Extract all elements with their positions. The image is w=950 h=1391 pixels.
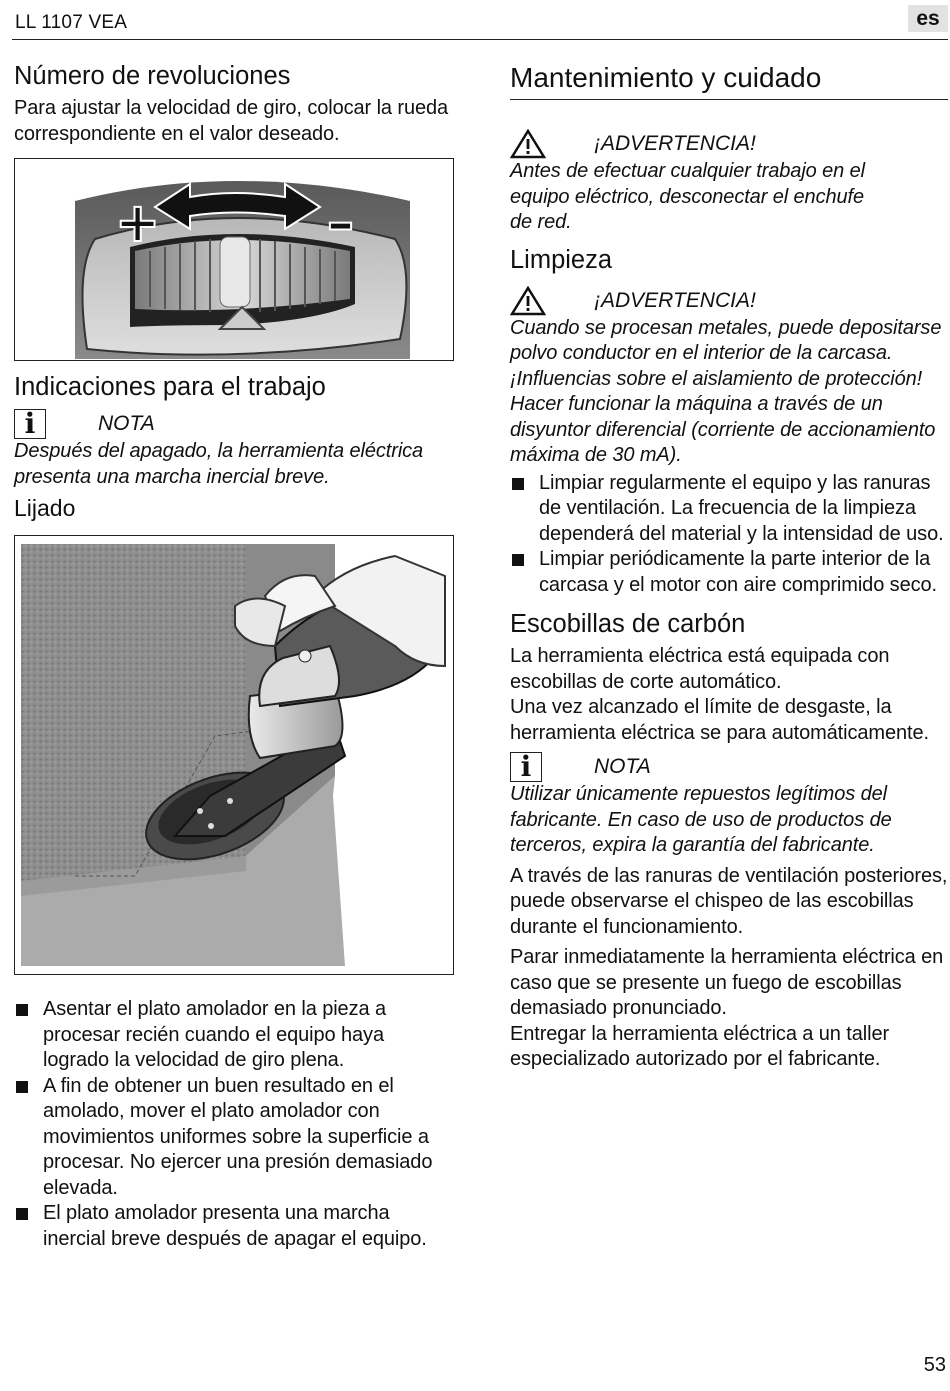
brushes-text-5: Entregar la herramienta eléctrica a un taller especializado autorizado por el fabricante. (510, 1022, 890, 1070)
brushes-text-4: Parar inmediatamente la herramienta eléctrica en caso que se presente un fuego de escobillas demasiado pronunciado. (510, 946, 944, 1019)
page-number: 53 (923, 1354, 946, 1376)
warning-2 (510, 286, 948, 316)
warning-icon (510, 286, 546, 316)
info-icon: i (510, 752, 542, 782)
note-label: NOTA (594, 755, 651, 778)
brushes-note (510, 752, 948, 782)
document-model-code: LL 1107 VEA (15, 12, 128, 33)
brushes-heading: Escobillas de carbón (510, 610, 746, 638)
work-heading: Indicaciones para el trabajo (14, 373, 326, 401)
left-column (14, 58, 454, 1252)
right-column (510, 58, 948, 1073)
cleaning-list (510, 471, 948, 599)
list-item: A fin de obtener un buen resultado en el amolado, mover el plato amolador con movimientos uniformes sobre la superficie a procesar. No ejercer una presión demasiado elevada. (14, 1074, 454, 1202)
list-item: Limpiar regularmente el equipo y las ranuras de ventilación. La frecuencia de la limpieza dependerá del material y la intensidad de uso. (510, 471, 948, 548)
work-note-text: Después del apagado, la herramienta eléctrica presenta una marcha inercial breve. (14, 440, 424, 488)
brushes-text-2: Una vez alcanzado el límite de desgaste, la herramienta eléctrica se para automáticamente. (510, 696, 929, 744)
minus-sign: – (327, 191, 354, 254)
warning-icon (510, 129, 546, 159)
cleaning-heading: Limpieza (510, 245, 613, 274)
work-note (14, 409, 454, 439)
language-badge: es (908, 5, 948, 32)
note-label: NOTA (98, 412, 155, 435)
speed-dial-illustration (15, 159, 453, 359)
speed-dial-figure (14, 158, 454, 361)
list-item: Limpiar periódicamente la parte interior de la carcasa y el motor con aire comprimido seco. (510, 547, 948, 598)
warning-1-text: Antes de efectuar cualquier trabajo en el equipo eléctrico, desconectar el enchufe de red. (510, 160, 866, 233)
header-divider (12, 39, 948, 40)
speed-text: Para ajustar la velocidad de giro, colocar la rueda correspondiente en el valor deseado. (14, 97, 449, 145)
plus-sign: + (115, 191, 161, 254)
warning-2-text: Cuando se procesan metales, puede depositarse polvo conductor en el interior de la carcasa. ¡Influencias sobre el aislamiento de protección! Hacer funcionar la máquina a través de un disyuntor diferencial (corriente de accionamiento máxima de 30 mA). (510, 316, 942, 466)
sanding-list (14, 997, 454, 1252)
sanding-figure (14, 535, 454, 975)
heading-rule (510, 99, 948, 100)
brushes-text-3: A través de las ranuras de ventilación posteriores, puede observarse el chispeo de las escobillas durante el funcionamiento. (510, 864, 948, 938)
warning-label: ¡ADVERTENCIA! (594, 288, 756, 312)
list-item: El plato amolador presenta una marcha inercial breve después de apagar el equipo. (14, 1201, 454, 1252)
warning-label: ¡ADVERTENCIA! (594, 132, 756, 155)
brushes-note-text: Utilizar únicamente repuestos legítimos del fabricante. En caso de uso de productos de terceros, expira la garantía del fabricante. (510, 783, 892, 856)
warning-1 (510, 129, 948, 159)
sanding-heading: Lijado (14, 495, 76, 521)
info-icon: i (14, 409, 46, 439)
speed-heading: Número de revoluciones (14, 62, 291, 90)
list-item: Asentar el plato amolador en la pieza a procesar recién cuando el equipo haya logrado la velocidad de giro plena. (14, 997, 454, 1074)
brushes-text-1: La herramienta eléctrica está equipada con escobillas de corte automático. (510, 645, 890, 693)
maintenance-heading: Mantenimiento y cuidado (510, 62, 822, 93)
sanding-illustration (15, 536, 453, 973)
